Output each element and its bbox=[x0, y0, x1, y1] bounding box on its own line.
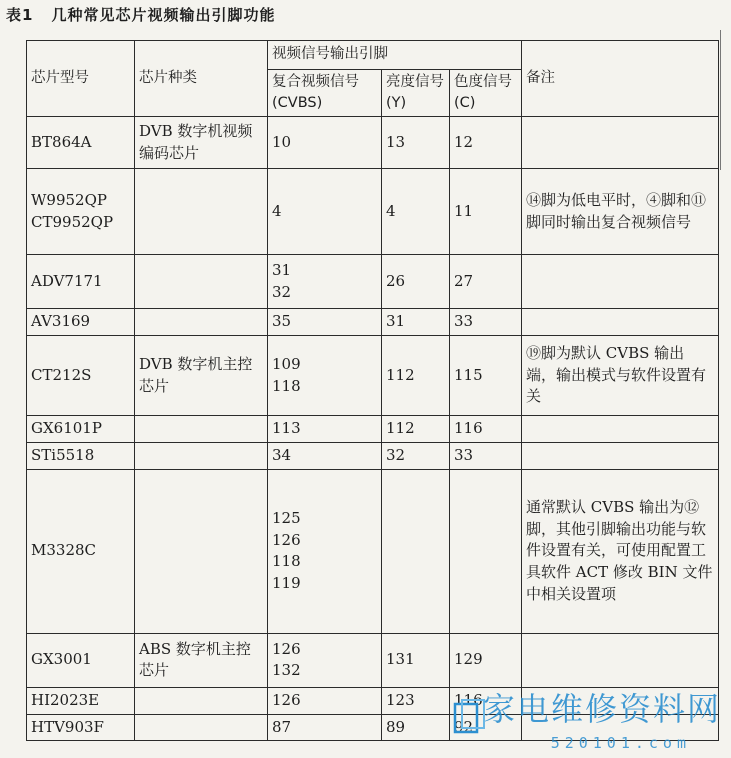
cell-notes: 通常默认 CVBS 输出为⑫脚，其他引脚输出功能与软件设置有关，可使用配置工具软件 ACT 修改 BIN 文件中相关设置项 bbox=[522, 469, 719, 633]
cell-c bbox=[450, 469, 522, 633]
header-cvbs: 复合视频信号(CVBS) bbox=[268, 70, 382, 117]
header-type: 芯片种类 bbox=[135, 41, 268, 117]
cell-model: ADV7171 bbox=[27, 255, 135, 309]
cell-y: 31 bbox=[382, 309, 450, 336]
cell-notes bbox=[522, 633, 719, 687]
cell-type bbox=[135, 687, 268, 714]
header-c: 色度信号(C) bbox=[450, 70, 522, 117]
cell-cvbs: 35 bbox=[268, 309, 382, 336]
table-row bbox=[27, 633, 719, 687]
cell-notes bbox=[522, 443, 719, 470]
table-row bbox=[27, 469, 719, 633]
cell-type bbox=[135, 169, 268, 255]
cell-c: 12 bbox=[450, 117, 522, 169]
cell-c: 11 bbox=[450, 169, 522, 255]
cell-model: STi5518 bbox=[27, 443, 135, 470]
cell-cvbs: 109 118 bbox=[268, 336, 382, 416]
cell-c: 116 bbox=[450, 687, 522, 714]
cell-cvbs: 10 bbox=[268, 117, 382, 169]
cell-y: 26 bbox=[382, 255, 450, 309]
cell-cvbs: 31 32 bbox=[268, 255, 382, 309]
table-number: 表1 bbox=[6, 6, 34, 24]
cell-type: DVB 数字机视频编码芯片 bbox=[135, 117, 268, 169]
cell-notes bbox=[522, 255, 719, 309]
cell-c: 115 bbox=[450, 336, 522, 416]
cell-cvbs: 126 bbox=[268, 687, 382, 714]
cell-notes: ⑲脚为默认 CVBS 输出端，输出模式与软件设置有关 bbox=[522, 336, 719, 416]
table-row bbox=[27, 255, 719, 309]
table-row bbox=[27, 169, 719, 255]
cell-cvbs: 113 bbox=[268, 416, 382, 443]
cell-notes bbox=[522, 117, 719, 169]
cell-model: AV3169 bbox=[27, 309, 135, 336]
cell-c: 129 bbox=[450, 633, 522, 687]
cell-model: BT864A bbox=[27, 117, 135, 169]
cell-model: GX3001 bbox=[27, 633, 135, 687]
table-caption bbox=[6, 4, 275, 25]
cell-model: CT212S bbox=[27, 336, 135, 416]
header-model: 芯片型号 bbox=[27, 41, 135, 117]
cell-type bbox=[135, 443, 268, 470]
cell-model: W9952QP CT9952QP bbox=[27, 169, 135, 255]
cell-model: M3328C bbox=[27, 469, 135, 633]
cell-notes bbox=[522, 309, 719, 336]
cell-notes: ⑭脚为低电平时，④脚和⑪脚同时输出复合视频信号 bbox=[522, 169, 719, 255]
chip-pin-table bbox=[26, 40, 719, 741]
cell-model: GX6101P bbox=[27, 416, 135, 443]
table-title: 几种常见芯片视频输出引脚功能 bbox=[51, 6, 276, 24]
table-body bbox=[27, 117, 719, 741]
cell-y: 89 bbox=[382, 714, 450, 741]
watermark-logo-icon bbox=[452, 698, 486, 736]
cell-y: 131 bbox=[382, 633, 450, 687]
table-row bbox=[27, 336, 719, 416]
cell-c: 116 bbox=[450, 416, 522, 443]
cell-y: 4 bbox=[382, 169, 450, 255]
header-group: 视频信号输出引脚 bbox=[268, 41, 522, 70]
watermark-brand: 家电维修资料网 bbox=[482, 690, 721, 728]
cell-y: 32 bbox=[382, 443, 450, 470]
cell-model: HTV903F bbox=[27, 714, 135, 741]
table-row bbox=[27, 117, 719, 169]
cell-y: 123 bbox=[382, 687, 450, 714]
cell-type bbox=[135, 255, 268, 309]
table-row bbox=[27, 309, 719, 336]
cell-y: 112 bbox=[382, 416, 450, 443]
cell-type bbox=[135, 416, 268, 443]
cell-type: DVB 数字机主控芯片 bbox=[135, 336, 268, 416]
cell-cvbs: 4 bbox=[268, 169, 382, 255]
cell-y: 112 bbox=[382, 336, 450, 416]
cell-y: 13 bbox=[382, 117, 450, 169]
table-row bbox=[27, 443, 719, 470]
cell-c: 33 bbox=[450, 443, 522, 470]
cell-notes bbox=[522, 416, 719, 443]
cell-type bbox=[135, 469, 268, 633]
cell-type bbox=[135, 309, 268, 336]
cell-cvbs: 125 126 118 119 bbox=[268, 469, 382, 633]
cell-type: ABS 数字机主控芯片 bbox=[135, 633, 268, 687]
table-row bbox=[27, 416, 719, 443]
cell-c: 33 bbox=[450, 309, 522, 336]
cell-y bbox=[382, 469, 450, 633]
watermark-url: 520101.com bbox=[550, 734, 691, 752]
cell-cvbs: 126 132 bbox=[268, 633, 382, 687]
cell-type bbox=[135, 714, 268, 741]
cell-cvbs: 34 bbox=[268, 443, 382, 470]
header-y: 亮度信号(Y) bbox=[382, 70, 450, 117]
cell-c: 92 bbox=[450, 714, 522, 741]
cell-cvbs: 87 bbox=[268, 714, 382, 741]
page-edge bbox=[720, 30, 731, 170]
cell-c: 27 bbox=[450, 255, 522, 309]
header-notes: 备注 bbox=[522, 41, 719, 117]
cell-model: HI2023E bbox=[27, 687, 135, 714]
